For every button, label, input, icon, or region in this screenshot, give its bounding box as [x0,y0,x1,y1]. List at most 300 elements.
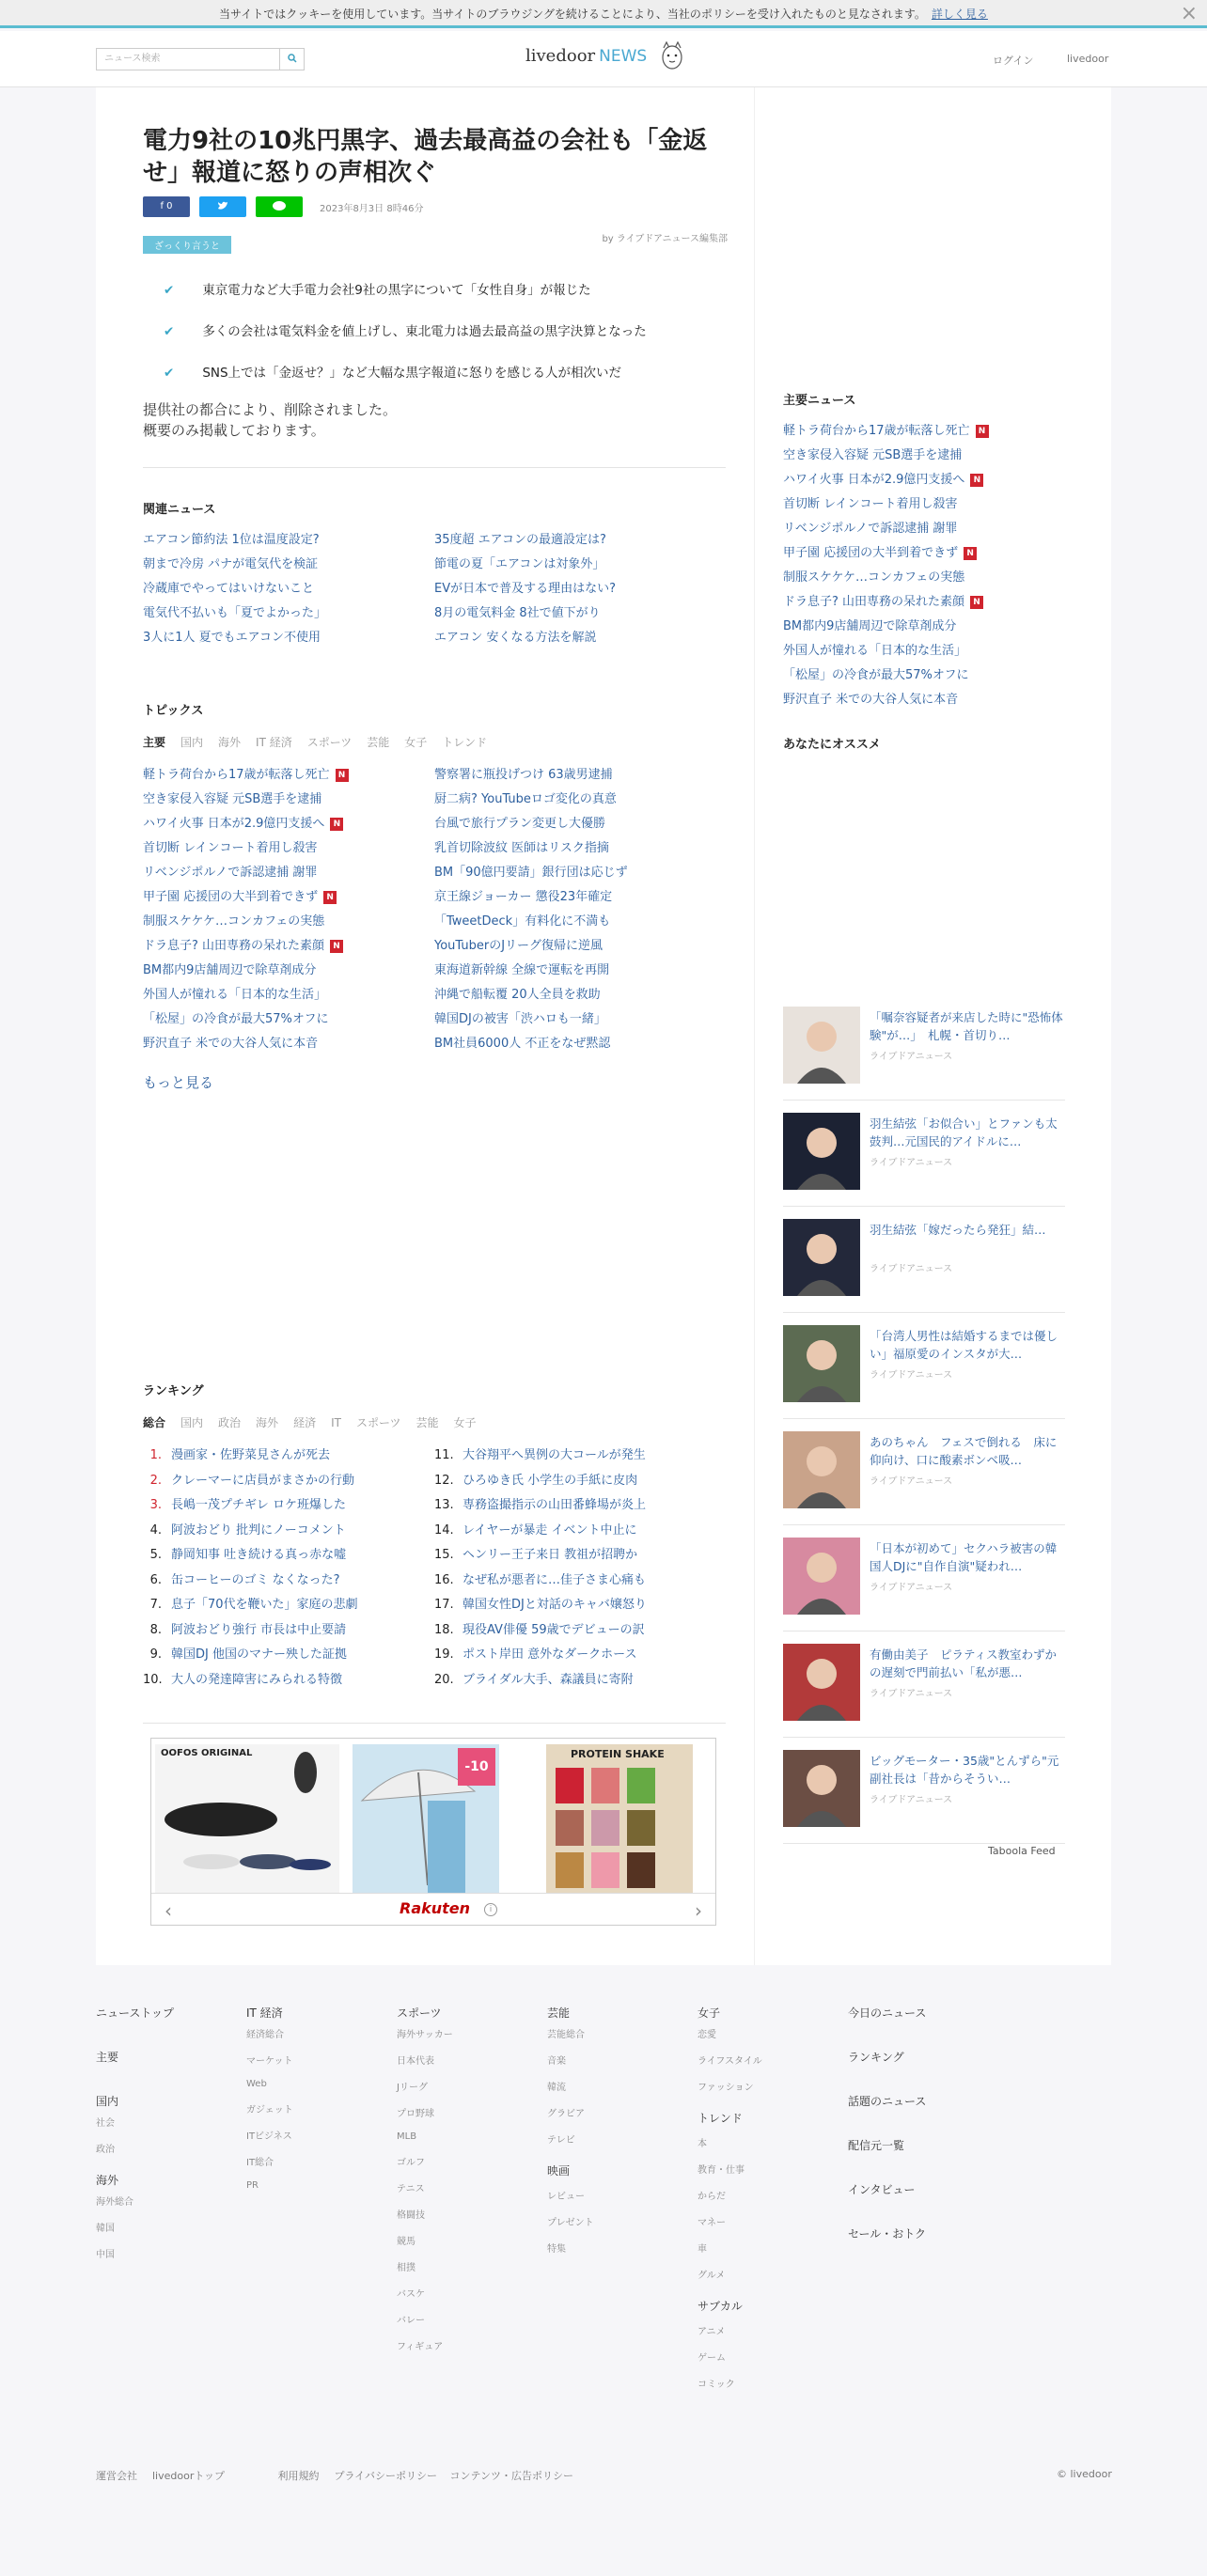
summary-item: ✔ 東京電力など大手電力会社9社の黒字について「女性自身」が報じた [164,283,591,298]
main-news-link[interactable] [783,420,989,438]
main-news-text: BM都内9店舗周辺で除草剤成分 [783,619,957,633]
topic-link[interactable]: 厨二病? YouTubeロゴ変化の真意 [434,792,617,806]
ranking-item[interactable] [143,1569,340,1587]
livedoor-link[interactable]: livedoor [1067,53,1109,65]
cookie-text: 当サイトではクッキーを使用しています。当サイトのブラウジングを続けることにより、当社のポリシーを受け入れたものと見なされます。 [219,8,926,21]
ranking-title-text: 阿波おどり強行 市長は中止要請 [171,1622,347,1637]
recommend-card[interactable] [783,1644,1065,1738]
main-news-link[interactable] [783,567,964,585]
footer-link[interactable]: 車 [698,2244,707,2255]
footer-col-news [96,2005,174,2272]
tab-entertainment[interactable]: 芸能 [415,1416,439,1429]
ranking-title-text: 専務盗撮指示の山田番蜂場が炎上 [462,1498,647,1512]
card-title[interactable]: 羽生結弦「嫁だったら発狂」結… [870,1223,1046,1237]
ranking-item[interactable] [434,1544,637,1562]
footer-link[interactable]: ゴルフ [397,2158,425,2168]
related-news-link[interactable]: 朝まで冷房 パナが電気代を検証 [143,557,319,571]
footer-bottom-link[interactable]: プライバシーポリシー [334,2470,437,2482]
ranking-item[interactable] [143,1644,347,1662]
new-badge: N [323,891,337,904]
site-header [0,31,1207,87]
topic-link-text: 「松屋」の冷食が最大57%オフに [143,1012,329,1026]
related-news-link[interactable]: エアコン節約法 1位は温度設定? [143,533,320,547]
tab-all[interactable]: 総合 [143,1416,166,1429]
chevron-left-icon[interactable]: ‹ [165,1899,172,1922]
ranking-title-text: 韓国DJ 他国のマナー殃した証拠 [171,1647,347,1662]
more-topics-link[interactable]: もっと見る [143,1074,214,1091]
recommend-card[interactable] [783,1219,1065,1313]
footer-link[interactable]: 相撲 [397,2263,415,2273]
summary-tag: ざっくり言うと [143,236,231,254]
ranking-title-text: 漫画家・佐野菜見さんが死去 [171,1448,331,1462]
tab-world[interactable]: 海外 [218,736,242,749]
related-news-link[interactable]: 電気代不払いも「夏でよかった」 [143,606,327,620]
main-news-text: 甲子園 応援団の大半到着できず [783,546,959,560]
footer-link[interactable]: 海外総合 [96,2197,133,2208]
topic-link[interactable]: 乳首切除波紋 医師はリスク指摘 [434,841,609,855]
footer-heading[interactable]: IT 経済 [246,2006,283,2020]
footer-link[interactable]: 韓国 [96,2224,115,2234]
new-badge: N [336,769,349,782]
recommend-card[interactable] [783,1538,1065,1631]
ranking-item[interactable] [143,1520,346,1538]
topics-title: トピックス [143,704,204,718]
main-news-link[interactable] [783,493,957,511]
summary-item: ✔ SNS上では「金返せ？」など大幅な黒字報道に怒りを感じる人が相次いだ [164,366,622,381]
tab-women[interactable]: 女子 [453,1416,477,1429]
footer-link[interactable]: PR [246,2180,259,2191]
ranking-item[interactable] [434,1644,636,1662]
footer-link[interactable]: プロ野球 [397,2109,434,2119]
main-news-text: 「松屋」の冷食が最大57%オフに [783,668,969,682]
main-news-link[interactable] [783,469,983,487]
card-title[interactable]: 有働由美子 ピラティス教室わずかの遅刻で門前払い「私が悪… [870,1647,1058,1679]
ad-image-protein[interactable] [546,1744,693,1893]
twitter-icon [217,200,228,211]
topic-link-text: 制服スケケケ…コンカフェの実態 [143,914,325,929]
footer-heading[interactable]: トレンド [698,2112,743,2125]
ad-oofos-label: OOFOS ORIGINAL [161,1748,253,1758]
footer-link[interactable]: バレー [397,2316,425,2326]
ranking-item[interactable] [434,1520,636,1538]
main-news-text: 制服スケケケ…コンカフェの実態 [783,570,965,585]
footer-link[interactable]: ニューストップ [96,2006,175,2020]
rank-number: 11. [434,1448,454,1462]
topic-link[interactable] [143,935,343,953]
footer-link[interactable]: バスケ [397,2289,425,2300]
ranking-item[interactable] [143,1470,354,1488]
copyright: © livedoor [1057,2468,1112,2480]
tab-entertainment[interactable]: 芸能 [367,736,390,749]
discount-badge: -10 [458,1748,495,1786]
footer-bottom-link[interactable]: コンテンツ・広告ポリシー [449,2470,573,2482]
card-title[interactable]: 「台湾人男性は結婚するまでは優しい」福原愛のインスタが大… [870,1329,1058,1361]
main-news-link[interactable] [783,616,956,633]
tab-it[interactable]: IT 経済 [256,736,292,749]
rank-number: 3. [149,1498,162,1512]
footer-link[interactable]: フィギュア [397,2342,444,2352]
related-news-link[interactable]: 節電の夏「エアコンは対象外」 [434,557,605,571]
ranking-title-text: 缶コーヒーのゴミ なくなった? [171,1572,340,1587]
footer-link[interactable]: 教育・仕事 [698,2165,745,2176]
search-icon[interactable] [280,48,305,70]
footer-link[interactable]: 配信元一覧 [848,2139,905,2152]
main-news-text: リベンジポルノで訴認逮捕 謝罪 [783,522,958,536]
site-logo[interactable] [525,46,647,66]
footer-link[interactable]: ファッション [698,2083,754,2093]
footer-bottom-link[interactable]: livedoorトップ [152,2470,226,2482]
protein-bags-icon [546,1744,693,1893]
card-thumbnail[interactable] [783,1007,860,1084]
related-title: 関連ニュース [143,503,216,517]
main-news-link[interactable] [783,664,969,682]
footer-link[interactable]: MLB [397,2131,417,2142]
tab-sports[interactable]: スポーツ [355,1416,401,1429]
topic-link[interactable]: 韓国DJの被害「渋ハロも一緒」 [434,1012,606,1026]
footer-heading[interactable]: 映画 [547,2164,571,2178]
topic-link-text: リベンジポルノで訴認逮捕 謝罪 [143,866,318,880]
card-thumbnail[interactable] [783,1644,860,1721]
footer-col-entertainment [547,2005,594,2267]
main-news-link[interactable] [783,518,957,536]
tab-women[interactable]: 女子 [404,736,428,749]
footer-link[interactable]: 海外サッカー [397,2030,453,2040]
ad-protein-label: PROTEIN SHAKE [571,1748,665,1760]
rank-number: 19. [434,1647,454,1662]
card-thumbnail[interactable] [783,1113,860,1190]
rank-number: 7. [149,1598,162,1612]
footer-link[interactable]: 韓流 [547,2083,566,2093]
main-news-title: 主要ニュース [783,394,856,408]
topic-link[interactable]: 京王線ジョーカー 懲役23年確定 [434,890,613,904]
footer-link[interactable]: インタビュー [848,2183,916,2196]
footer-link[interactable]: 国内 [96,2095,119,2108]
ranking-title-text: レイヤーが暴走 イベント中止に [462,1522,637,1538]
main-news-text: 軽トラ荷台から17歳が転落し死亡 [783,424,970,438]
rank-number: 18. [434,1622,454,1637]
card-source: ライブドアニュース [870,1264,953,1274]
footer-link[interactable]: IT総合 [246,2158,274,2168]
topic-link[interactable]: YouTuberのJリーグ復帰に逆風 [434,939,604,953]
check-icon: ✔ [164,324,175,339]
ranking-title-text: ポスト岸田 意外なダークホース [462,1647,637,1662]
footer-col-misc [848,2005,926,2270]
ranking-title-text: 大人の発達障害にみられる特徴 [171,1672,343,1687]
card-source: ライブドアニュース [870,1370,953,1381]
recommend-card[interactable] [783,1325,1065,1419]
rank-number: 2. [149,1473,162,1488]
topic-link-text: 野沢直子 米での大谷人気に本音 [143,1037,319,1051]
recommend-card[interactable] [783,1007,1065,1101]
main-news-link[interactable] [783,591,983,609]
tab-it[interactable]: IT [331,1416,341,1429]
footer-link[interactable]: からだ [698,2192,726,2202]
topic-link[interactable] [143,984,326,1002]
info-icon[interactable]: i [484,1903,497,1916]
card-thumbnail[interactable] [783,1750,860,1827]
recommend-card[interactable] [783,1750,1065,1844]
ranking-item[interactable] [143,1444,330,1462]
footer-link[interactable]: 競馬 [397,2237,415,2247]
footer-link[interactable]: グルメ [698,2271,726,2281]
card-title[interactable]: 羽生結弦「お似合い」とファンも太鼓判…元国民的アイドルに… [870,1116,1058,1148]
topic-link[interactable] [143,960,316,977]
rank-number: 20. [434,1672,454,1687]
topic-link[interactable]: 沖縄で船転覆 20人全員を救助 [434,988,601,1002]
topic-link[interactable]: 警察署に瓶投げつけ 63歳男逮捕 [434,768,613,782]
footer-link[interactable]: マネー [698,2218,726,2228]
card-title[interactable]: 「嘱奈容疑者が来店した時に"恐怖体験"が…」 札幌・首切り… [870,1010,1063,1042]
footer-heading[interactable]: スポーツ [397,2006,442,2020]
rank-number: 15. [434,1548,454,1562]
card-source: ライブドアニュース [870,1583,953,1593]
related-news-link[interactable]: 8月の電気料金 8社で値下がり [434,606,601,620]
twitter-share-button[interactable] [199,196,246,217]
footer-link[interactable]: ライフスタイル [698,2056,762,2067]
main-news-text: 空き家侵入容疑 元SB選手を逮捕 [783,448,963,462]
footer-link[interactable]: テニス [397,2184,425,2194]
ranking-title-text: なぜ私が悪者に…佳子さま心痛も [462,1572,647,1587]
footer-col-it [246,2005,293,2203]
ranking-title-text: 現役AV俳優 59歳でデビューの訳 [462,1622,645,1637]
topic-link[interactable] [143,862,317,880]
tab-world[interactable]: 海外 [256,1416,279,1429]
recommend-card[interactable] [783,1431,1065,1525]
related-news-link[interactable]: EVが日本で普及する理由はない? [434,582,617,596]
recommend-card[interactable] [783,1113,1065,1207]
tab-trend[interactable]: トレンド [442,736,487,749]
topic-link-text: 軽トラ荷台から17歳が転落し死亡 [143,768,330,782]
ranking-item[interactable] [143,1619,346,1637]
card-title[interactable]: 「日本が初めて」セクハラ被害の韓国人DJに"自作自演"疑われ… [870,1541,1058,1573]
chevron-right-icon[interactable]: › [695,1899,702,1922]
login-link[interactable]: ログイン [993,55,1034,67]
topic-link[interactable]: 台風で旅行プラン変更し大優勝 [434,817,606,831]
ranking-item[interactable] [434,1494,646,1512]
site-footer [0,1965,1207,2576]
footer-link[interactable]: ガジェット [246,2105,293,2115]
footer-link[interactable]: 話題のニュース [848,2095,927,2108]
footer-link[interactable]: 政治 [96,2145,115,2155]
ranking-item[interactable] [143,1669,342,1687]
card-source: ライブドアニュース [870,1689,953,1699]
sandal-icon [155,1744,339,1885]
footer-link[interactable]: 社会 [96,2118,115,2129]
ranking-title-text: 阿波おどり 批判にノーコメント [171,1522,346,1538]
ad-image-umbrella[interactable] [353,1744,499,1893]
rakuten-ad[interactable] [150,1738,716,1926]
footer-link[interactable]: ITビジネス [246,2131,292,2142]
ranking-item[interactable] [143,1544,346,1562]
topic-link[interactable] [143,813,343,831]
ranking-title-text: 韓国女性DJと対話のキャバ嬢怒り [462,1598,647,1612]
footer-link[interactable]: 恋愛 [698,2030,716,2040]
rank-number: 4. [149,1522,162,1538]
ranking-item[interactable] [434,1569,646,1587]
ranking-item[interactable] [434,1619,645,1637]
main-news-link[interactable] [783,542,977,560]
footer-col-women [698,2005,762,2402]
topic-link-text: 外国人が憧れる「日本的な生活」 [143,988,327,1002]
footer-link[interactable]: グラビア [547,2109,585,2119]
divider [143,467,726,468]
tab-domestic[interactable]: 国内 [180,736,204,749]
footer-link[interactable]: 芸能総合 [547,2030,585,2040]
footer-link[interactable]: 格闘技 [397,2210,425,2221]
tab-economy[interactable]: 経済 [293,1416,317,1429]
topic-link[interactable] [143,764,349,782]
cookie-more-link[interactable]: 詳しく見る [931,8,988,21]
footer-link[interactable]: 海外 [96,2174,119,2187]
logo-text: livedoor [525,46,596,66]
main-column [96,87,754,1965]
main-news-text: ハワイ火事 日本が2.9億円支援へ [783,473,965,487]
divider [143,1723,726,1724]
rank-number: 13. [434,1498,454,1512]
rank-number: 16. [434,1572,454,1587]
card-thumbnail[interactable] [783,1431,860,1508]
topic-link[interactable]: 「TweetDeck」有料化に不満も [434,914,611,929]
related-news-link[interactable]: 3人に1人 夏でもエアコン不使用 [143,631,321,645]
main-news-link[interactable] [783,689,958,707]
new-badge: N [970,596,983,609]
footer-col-sports [397,2005,453,2365]
footer-link[interactable]: レビュー [547,2192,585,2202]
line-share-button[interactable] [256,196,303,217]
footer-link[interactable]: Web [246,2079,267,2089]
main-news-link[interactable] [783,640,966,658]
rank-number: 14. [434,1522,454,1538]
tab-politics[interactable]: 政治 [218,1416,242,1429]
main-news-text: 首切断 レインコート着用し殺害 [783,497,958,511]
topic-link[interactable]: 東海道新幹線 全線で運転を再開 [434,963,610,977]
topic-link-text: 空き家侵入容疑 元SB選手を逮捕 [143,792,322,806]
card-source: ライブドアニュース [870,1476,953,1487]
card-thumbnail[interactable] [783,1219,860,1296]
footer-link[interactable]: Jリーグ [397,2083,428,2093]
ad-image-sandals[interactable] [155,1744,339,1893]
footer-heading[interactable]: 芸能 [547,2006,571,2020]
topic-link[interactable] [143,886,337,904]
footer-heading[interactable]: 女子 [698,2006,721,2020]
topic-link[interactable] [143,788,321,806]
ranking-title-text: ブライダル大手、森議員に寄附 [462,1672,634,1687]
topic-link[interactable]: BM「90億円要請」銀行団は応じず [434,866,628,880]
footer-link[interactable]: 今日のニュース [848,2006,927,2020]
footer-bottom-link[interactable]: 運営会社 [96,2470,137,2482]
footer-link[interactable]: プレゼント [547,2218,594,2228]
ranking-title-text: クレーマーに店員がまさかの行動 [171,1473,355,1488]
card-title[interactable]: ビッグモーター・35歳"とんずら"元副社長は「昔からそうい… [870,1754,1059,1786]
topic-link-text: 甲子園 応援団の大半到着できず [143,890,319,904]
rakuten-logo[interactable]: Rakuten [400,1899,471,1917]
footer-link[interactable]: 主要 [96,2051,119,2064]
topic-link[interactable]: BM社員6000人 不正をなぜ黙認 [434,1037,611,1051]
related-news-link[interactable]: 冷蔵庫でやってはいけないこと [143,582,315,596]
article-title: 電力9社の10兆円黒字、過去最高益の会社も「金返せ」報道に怒りの声相次ぐ [143,127,708,187]
close-icon[interactable]: × [1180,2,1198,25]
ranking-title-text: 息子「70代を鞭いた」家庭の悲劇 [171,1598,358,1612]
rank-number: 9. [149,1647,162,1662]
card-thumbnail[interactable] [783,1325,860,1402]
ranking-item[interactable] [434,1669,634,1687]
summary-item: ✔ 多くの会社は電気料金を値上げし、東北電力は過去最高益の黒字決算となった [164,324,647,339]
facebook-share-button[interactable]: f 0 [143,196,190,217]
footer-link[interactable]: 音楽 [547,2056,566,2067]
tab-domestic[interactable]: 国内 [180,1416,204,1429]
card-title[interactable]: あのちゃん フェスで倒れる 床に仰向け、口に酸素ボンベ吸… [870,1435,1058,1467]
tab-main[interactable]: 主要 [143,736,166,749]
footer-link[interactable]: 特集 [547,2244,566,2255]
fb-count: 0 [166,201,173,211]
footer-link[interactable]: ランキング [848,2051,904,2064]
related-news-link[interactable]: エアコン 安くなる方法を解説 [434,631,597,645]
search-input[interactable]: ニュース検索 [96,48,280,70]
main-news-text: ドラ息子? 山田専務の呆れた素顔 [783,595,965,609]
ranking-title: ランキング [143,1384,204,1398]
footer-link[interactable]: セール・おトク [848,2227,927,2240]
logo-news: NEWS [599,47,648,66]
footer-heading[interactable]: サブカル [698,2300,743,2313]
card-source: ライブドアニュース [870,1052,953,1062]
removed-note: 提供社の都合により、削除されました。 概要のみ掲載しております。 [143,401,398,439]
topic-link[interactable] [143,1033,318,1051]
ranking-item[interactable] [143,1594,358,1612]
mascot-icon [658,40,686,74]
ranking-item[interactable] [434,1470,637,1488]
related-news-link[interactable]: 35度超 エアコンの最適設定は? [434,533,606,547]
footer-link[interactable]: 経済総合 [246,2030,284,2040]
footer-link[interactable]: アニメ [698,2327,726,2337]
footer-link[interactable]: 中国 [96,2250,115,2260]
taboola-feed-label[interactable]: Taboola Feed [988,1845,1056,1857]
rank-number: 12. [434,1473,454,1488]
line-icon [272,200,287,211]
ranking-tabs [143,1414,492,1430]
new-badge: N [330,818,343,831]
footer-link[interactable]: 本 [698,2139,707,2149]
topic-link[interactable] [143,837,317,855]
card-thumbnail[interactable] [783,1538,860,1615]
byline: by ライブドアニュース編集部 [602,234,728,244]
main-news-text: 野沢直子 米での大谷人気に本音 [783,693,959,707]
main-news-text: 外国人が憧れる「日本的な生活」 [783,644,967,658]
footer-link[interactable]: 日本代表 [397,2056,434,2067]
card-source: ライブドアニュース [870,1158,953,1168]
topic-link[interactable] [143,911,324,929]
ranking-item[interactable] [434,1594,647,1612]
sidebar [754,87,1111,1965]
rank-number: 5. [149,1548,162,1562]
footer-bottom-link[interactable]: 利用規約 [277,2470,320,2482]
ranking-item[interactable] [143,1494,346,1512]
footer-link[interactable]: テレビ [547,2135,575,2146]
topic-link-text: BM都内9店舗周辺で除草剤成分 [143,963,317,977]
ranking-title-text: 長嶋一茂プチギレ ロケ班爆した [171,1498,347,1512]
footer-link[interactable]: ゲーム [698,2353,726,2364]
footer-link[interactable]: マーケット [246,2056,293,2067]
ranking-title-text: 静岡知事 吐き続ける真っ赤な嘘 [171,1548,347,1562]
main-news-link[interactable] [783,445,962,462]
topic-link[interactable] [143,1008,329,1026]
topics-tabs [143,734,502,750]
footer-link[interactable]: コミック [698,2380,735,2390]
card-source: ライブドアニュース [870,1795,953,1805]
cookie-banner [0,0,1207,28]
ranking-item[interactable] [434,1444,646,1462]
tab-sports[interactable]: スポーツ [306,736,353,749]
topic-link-text: ハワイ火事 日本が2.9億円支援へ [143,817,325,831]
